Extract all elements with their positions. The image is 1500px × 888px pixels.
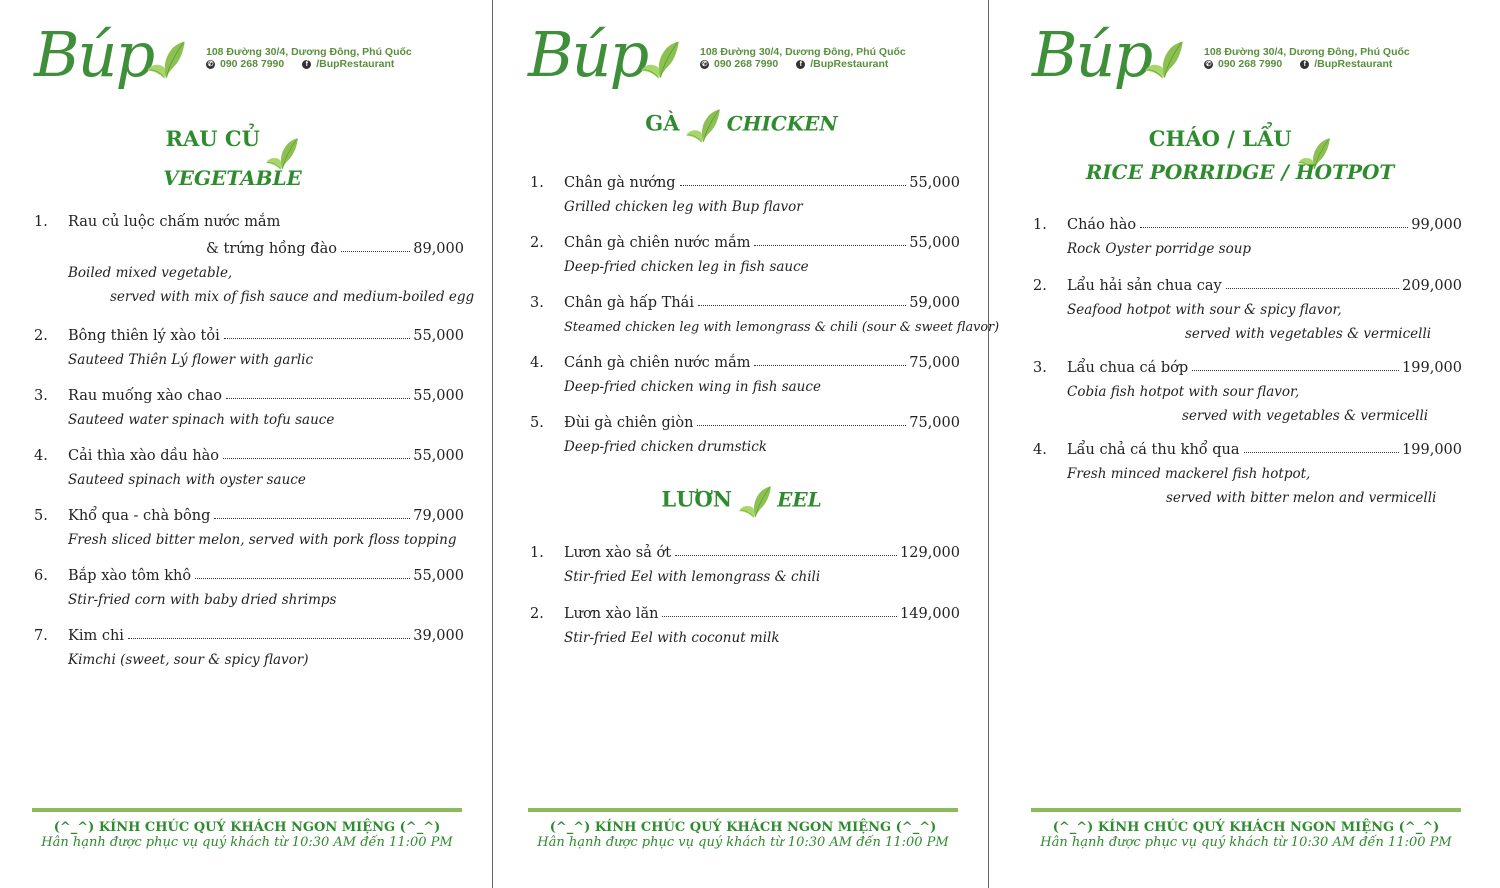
section-title-vi: RAU CỦ [165, 126, 260, 151]
list-item [530, 602, 960, 648]
item-number: 5. [34, 508, 48, 524]
vegetable-list [34, 210, 475, 670]
footer-greeting: (^_^) KÍNH CHÚC QUÝ KHÁCH NGON MIỆNG (^_^) [1052, 820, 1440, 835]
list-item [34, 324, 464, 370]
page-footer [528, 808, 958, 850]
item-number: 2. [34, 328, 48, 344]
brand-logo [528, 20, 698, 108]
item-price: 79,000 [413, 508, 464, 524]
item-name: Bông thiên lý xào tỏi [68, 328, 220, 344]
item-description: Rock Oyster porridge soup [1067, 241, 1252, 257]
address-text: 108 Đường 30/4, Dương Đông, Phú Quốc [206, 46, 412, 58]
chicken-list [530, 171, 1000, 457]
item-description: Seafood hotpot with sour & spicy flavor, [1067, 302, 1342, 318]
menu-page-chicken-eel [494, 0, 1000, 888]
item-number: 5. [530, 415, 544, 431]
item-number: 1. [530, 545, 544, 561]
item-description: Steamed chicken leg with lemongrass & chili (sour & sweet flavor) [564, 320, 1000, 335]
list-item [530, 231, 960, 277]
footer-hours: Hân hạnh được phục vụ quý khách từ 10:30 AM đến 11:00 PM [1040, 835, 1452, 850]
contact-info [700, 46, 906, 70]
leaf-icon [738, 480, 772, 524]
item-description: served with bitter melon and vermicelli [1166, 490, 1437, 506]
item-name: Cháo hào [1067, 217, 1137, 233]
item-description: Sauteed spinach with oyster sauce [68, 472, 306, 488]
item-name: Kim chi [68, 628, 124, 644]
section-title-vi: LƯƠN [661, 486, 732, 512]
list-item [34, 210, 475, 305]
item-name: Chân gà hấp Thái [564, 295, 694, 311]
list-item [1033, 438, 1462, 506]
facebook-icon: f [796, 60, 805, 69]
address-text: 108 Đường 30/4, Dương Đông, Phú Quốc [1204, 46, 1410, 58]
item-price: 75,000 [909, 355, 960, 371]
item-price: 55,000 [909, 235, 960, 251]
phone-text: 090 268 7990 [714, 58, 779, 70]
menu-page-porridge-hotpot [990, 0, 1500, 888]
leaf-icon [1144, 36, 1184, 84]
item-price: 99,000 [1411, 217, 1462, 233]
address-text: 108 Đường 30/4, Dương Đông, Phú Quốc [700, 46, 906, 58]
item-price: 55,000 [909, 175, 960, 191]
footer-divider [32, 808, 462, 812]
leaf-icon [685, 104, 721, 148]
item-number: 1. [530, 175, 544, 191]
list-item [34, 624, 464, 670]
list-item [530, 541, 960, 587]
item-name: Lẩu chả cá thu khổ qua [1067, 442, 1240, 458]
item-number: 3. [1033, 360, 1047, 376]
item-description: Kimchi (sweet, sour & spicy flavor) [68, 652, 309, 668]
item-description: Boiled mixed vegetable, [68, 265, 233, 281]
item-number: 4. [34, 448, 48, 464]
list-item [34, 504, 464, 550]
section-title-vi: GÀ [645, 110, 680, 136]
item-description: Sauteed water spinach with tofu sauce [68, 412, 335, 428]
item-name: Cánh gà chiên nước mắm [564, 355, 751, 371]
brand-logo-text: Búp [34, 18, 154, 91]
section-title-chicken [494, 104, 989, 148]
section-title-en: RICE PORRIDGE / HOTPOT [1085, 160, 1395, 184]
footer-hours: Hân hạnh được phục vụ quý khách từ 10:30 AM đến 11:00 PM [537, 835, 949, 850]
item-number: 2. [530, 235, 544, 251]
brand-logo-text: Búp [1032, 18, 1152, 91]
item-name: Lẩu chua cá bớp [1067, 360, 1189, 376]
item-description: Deep-fried chicken wing in fish sauce [564, 379, 821, 395]
footer-greeting: (^_^) KÍNH CHÚC QUÝ KHÁCH NGON MIỆNG (^_^) [53, 820, 441, 835]
item-description: Cobia fish hotpot with sour flavor, [1067, 384, 1300, 400]
page-header [34, 20, 474, 110]
item-description: served with vegetables & vermicelli [1185, 326, 1432, 342]
item-price: 149,000 [900, 606, 960, 622]
phone-icon: ✆ [207, 60, 214, 68]
phone-icon: ✆ [701, 60, 708, 68]
item-price: 209,000 [1402, 278, 1462, 294]
footer-hours: Hân hạnh được phục vụ quý khách từ 10:30 AM đến 11:00 PM [41, 835, 453, 850]
item-name: Rau muống xào chao [68, 388, 223, 404]
item-name: Lươn xào sả ớt [564, 545, 672, 561]
item-number: 4. [1033, 442, 1047, 458]
item-description: Fresh sliced bitter melon, served with pork floss topping [68, 532, 457, 548]
section-title-en: EEL [777, 487, 822, 512]
item-name: Đùi gà chiên giòn [564, 415, 694, 431]
section-title-eel [494, 480, 989, 524]
brand-logo [1032, 20, 1202, 108]
item-description: Grilled chicken leg with Bup flavor [564, 199, 803, 215]
item-number: 2. [530, 606, 544, 622]
item-name: & trứng hồng đào [206, 241, 337, 257]
item-price: 199,000 [1402, 442, 1462, 458]
brand-logo-text: Búp [528, 18, 648, 91]
item-price: 55,000 [413, 388, 464, 404]
facebook-icon: f [302, 60, 311, 69]
list-item [1033, 356, 1462, 424]
list-item [530, 411, 960, 457]
facebook-icon: f [1300, 60, 1309, 69]
phone-icon: ✆ [1205, 60, 1212, 68]
item-price: 75,000 [909, 415, 960, 431]
facebook-text: /BupRestaurant [316, 58, 395, 70]
item-price: 89,000 [413, 241, 464, 257]
contact-info [1204, 46, 1410, 70]
item-name: Chân gà chiên nước mắm [564, 235, 751, 251]
footer-divider [528, 808, 958, 812]
item-description: Sauteed Thiên Lý flower with garlic [68, 352, 314, 368]
item-description: Stir-fried Eel with coconut milk [564, 630, 780, 646]
item-name: Lươn xào lăn [564, 606, 659, 622]
item-number: 1. [1033, 217, 1047, 233]
page-footer [32, 808, 462, 850]
list-item [530, 351, 960, 397]
item-number: 2. [1033, 278, 1047, 294]
page-header [1032, 20, 1472, 110]
facebook-text: /BupRestaurant [810, 58, 889, 70]
item-price: 39,000 [413, 628, 464, 644]
item-price: 55,000 [413, 328, 464, 344]
item-description: served with vegetables & vermicelli [1182, 408, 1429, 424]
list-item [1033, 274, 1462, 342]
item-name: Khổ qua - chà bông [68, 508, 211, 524]
item-number: 1. [34, 214, 48, 230]
list-item [34, 384, 464, 430]
item-name: Cải thìa xào dầu hào [68, 448, 220, 464]
footer-greeting: (^_^) KÍNH CHÚC QUÝ KHÁCH NGON MIỆNG (^_^) [549, 820, 937, 835]
item-description: served with mix of fish sauce and medium-boiled egg [110, 289, 475, 305]
item-number: 3. [34, 388, 48, 404]
leaf-icon [640, 36, 680, 84]
item-description: Deep-fried chicken leg in fish sauce [564, 259, 809, 275]
item-number: 4. [530, 355, 544, 371]
phone-text: 090 268 7990 [1218, 58, 1283, 70]
section-title-en: CHICKEN [726, 111, 838, 136]
item-description: Deep-fried chicken drumstick [564, 439, 767, 455]
item-number: 6. [34, 568, 48, 584]
item-description: Stir-fried Eel with lemongrass & chili [564, 569, 821, 585]
section-title-vegetable [0, 104, 465, 190]
list-item [530, 171, 960, 217]
item-number: 3. [530, 295, 544, 311]
brand-logo [34, 20, 204, 108]
contact-info [206, 46, 412, 70]
item-name: Bắp xào tôm khô [68, 568, 192, 584]
list-item [34, 564, 464, 610]
page-header [528, 20, 968, 110]
list-item [34, 444, 464, 490]
section-title-porridge [990, 104, 1490, 184]
porridge-list [1033, 213, 1462, 506]
item-name: Chân gà nướng [564, 175, 676, 191]
list-item [1033, 213, 1462, 259]
footer-divider [1031, 808, 1461, 812]
item-description: Fresh minced mackerel fish hotpot, [1067, 466, 1311, 482]
menu-page-vegetable [0, 0, 493, 888]
item-price: 129,000 [900, 545, 960, 561]
leaf-icon [146, 36, 186, 84]
phone-text: 090 268 7990 [220, 58, 285, 70]
item-name: Lẩu hải sản chua cay [1067, 278, 1222, 294]
item-description: Stir-fried corn with baby dried shrimps [68, 592, 337, 608]
section-title-vi: CHÁO / LẨU [1148, 126, 1292, 151]
section-title-en: VEGETABLE [163, 166, 302, 190]
item-name: Rau củ luộc chấm nước mắm [68, 214, 281, 230]
item-price: 55,000 [413, 568, 464, 584]
item-number: 7. [34, 628, 48, 644]
item-price: 55,000 [413, 448, 464, 464]
facebook-text: /BupRestaurant [1314, 58, 1393, 70]
page-footer [1031, 808, 1461, 850]
item-price: 199,000 [1402, 360, 1462, 376]
eel-list [530, 541, 960, 648]
list-item [530, 291, 1000, 337]
item-price: 59,000 [909, 295, 960, 311]
